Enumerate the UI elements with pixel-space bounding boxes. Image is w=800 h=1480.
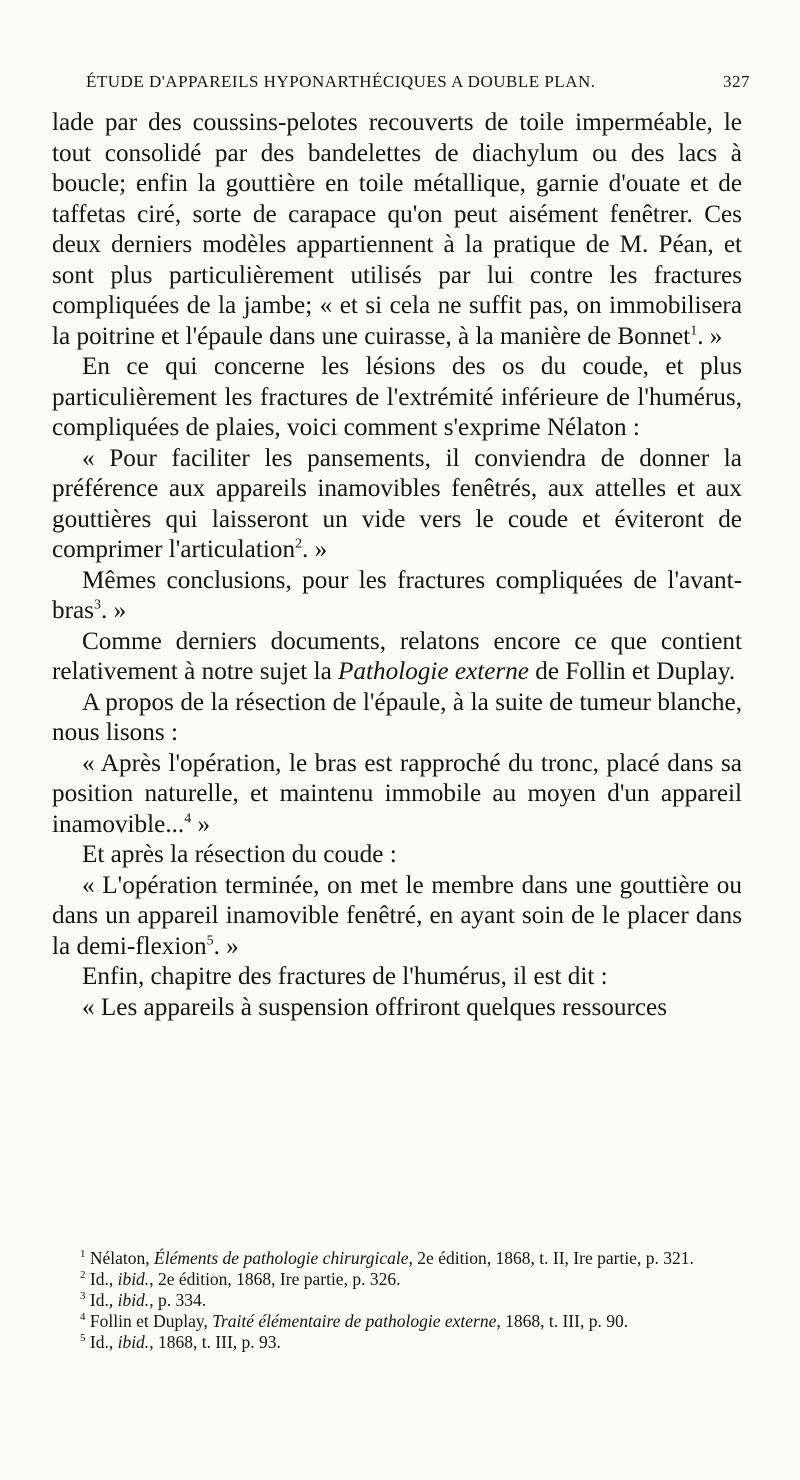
- footnote-number: 4: [80, 1311, 86, 1324]
- quotation: « Les appareils à suspension offriront quelques ressources: [82, 993, 667, 1021]
- paragraph: A propos de la résection de l'épaule, à la suite de tumeur blanche, nous lisons :: [52, 688, 742, 746]
- footnote: $^4$ Follin et Duplay, Traité élémentaire de pathologie externe, 1868, t. III, p. 90.: [80, 1311, 629, 1331]
- footnote: $^3$ Id., ibid., p. 334.: [80, 1290, 207, 1310]
- paragraph: Comme derniers documents, relatons encore ce que contient relativement à notre sujet la Pathologie externe de Follin et Duplay.: [52, 627, 742, 685]
- footnote: $^2$ Id., ibid., 2e édition, 1868, Ire partie, p. 326.: [80, 1269, 401, 1289]
- footnote-number: 3: [80, 1290, 86, 1303]
- footnote-ref[interactable]: 2: [295, 536, 303, 552]
- main-text: [52, 108, 742, 1023]
- footnote: $^1$ Nélaton, Éléments de pathologie chirurgicale, 2e édition, 1868, t. II, Ire partie, p. 321.: [80, 1248, 694, 1268]
- running-title: ÉTUDE D'APPAREILS HYPONARTHÉCIQUES A DOUBLE PLAN.: [86, 72, 596, 91]
- footnote: $^5$ Id., ibid., 1868, t. III, p. 93.: [80, 1332, 281, 1352]
- paragraph: Et après la résection du coude :: [82, 841, 397, 868]
- paragraph: Enfin, chapitre des fractures de l'humérus, il est dit :: [82, 963, 608, 990]
- running-header: [56, 72, 750, 102]
- footnote-ref[interactable]: 3: [93, 597, 101, 613]
- footnotes: [52, 1248, 742, 1353]
- quotation: « Après l'opération, le bras est rapproché du tronc, placé dans sa position naturelle, et maintenu immobile au moyen d'un appareil inamovible...$^4$ »: [52, 749, 742, 838]
- footnote-ref[interactable]: 5: [206, 933, 214, 949]
- paragraph: Mêmes conclusions, pour les fractures compliquées de l'avant-bras$^3$. »: [52, 566, 742, 624]
- footnote-number: 5: [80, 1332, 86, 1345]
- quotation: « Pour faciliter les pansements, il conviendra de donner la préférence aux appareils inamovibles fenêtrés, aux attelles et aux gouttières qui laisseront un vide vers le coude et éviteront de comprimer l'articulation$^2$. »: [52, 444, 742, 563]
- page-number: 327: [723, 72, 750, 91]
- footnote-number: 1: [80, 1248, 86, 1261]
- footnote-ref[interactable]: 1: [690, 323, 698, 339]
- footnote-number: 2: [80, 1269, 86, 1282]
- footnote-ref[interactable]: 4: [184, 811, 192, 827]
- paragraph: En ce qui concerne les lésions des os du coude, et plus particulièrement les fractures de l'extrémité inférieure de l'humérus, compliquées de plaies, voici comment s'exprime Nélaton :: [52, 353, 742, 441]
- quotation: « L'opération terminée, on met le membre dans une gouttière ou dans un appareil inamovible fenêtré, en ayant soin de le placer dans la demi-flexion$^5$. »: [52, 871, 742, 960]
- paragraph: lade par des coussins-pelotes recouverts de toile imperméable, le tout consolidé par des bandelettes de diachylum ou des lacs à boucle; enfin la gouttière en toile métallique, garnie d'ouate et de taffetas ciré, sorte de carapace qu'on peut aisément fenêtrer. Ces deux derniers modèles appartiennent à la pratique de M. Péan, et sont plus particulièrement utilisés par lui contre les fractures compliquées de la jambe; « et si cela ne suffit pas, on immobilisera la poitrine et l'épaule dans une cuirasse, à la manière de Bonnet$^1$. »: [52, 109, 742, 350]
- book-title: Pathologie externe: [338, 658, 529, 685]
